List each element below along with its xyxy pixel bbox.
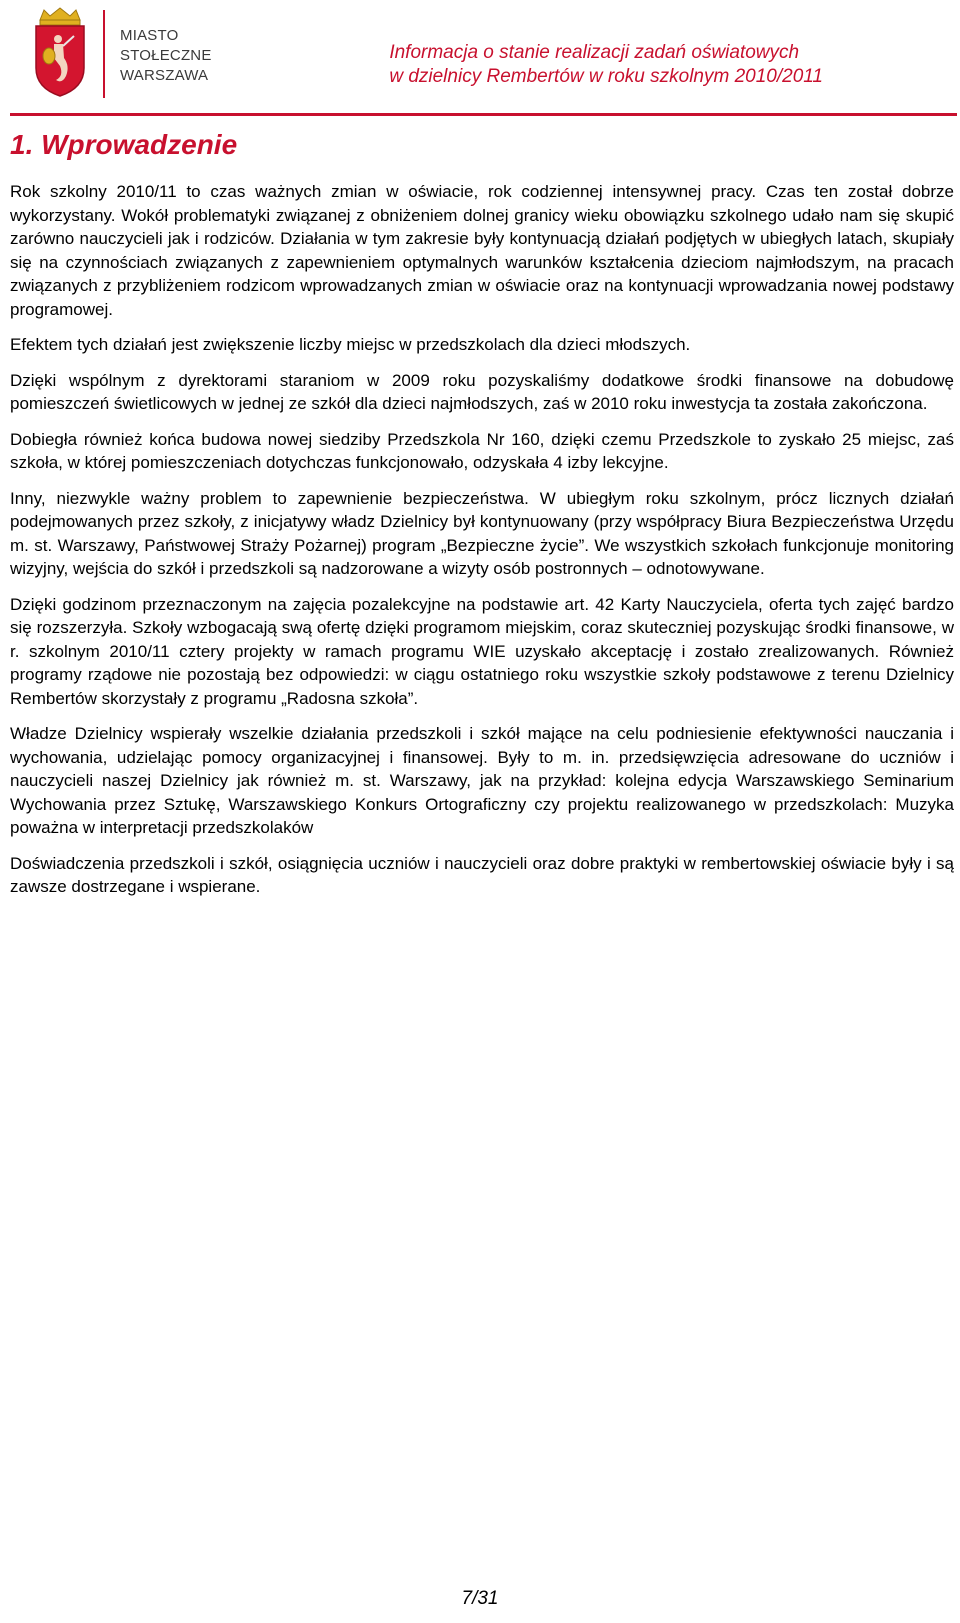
header-rule	[10, 113, 957, 116]
paragraph: Inny, niezwykle ważny problem to zapewnienie bezpieczeństwa. W ubiegłym roku szkolnym, prócz licznych działań podejmowanych przez szkoły, z inicjatywy władz Dzielnicy był kontynuowany (przy współpracy Biura Bezpieczeństwa Urzędu m. st. Warszawy, Państwowej Straży Pożarnej) program „Bezpieczne życie”. We wszystkich szkołach funkcjonuje monitoring wizyjny, wejścia do szkół i przedszkoli są nadzorowane a wizyty osób postronnych – odnotowywane.	[10, 488, 954, 578]
paragraph: Rok szkolny 2010/11 to czas ważnych zmian w oświacie, rok codziennej intensywnej pracy. Czas ten został dobrze wykorzystany. Wokół problematyki związanej z obniżeniem dolnej granicy wieku obowiązku szkolnego udało nam się skupić zarówno nauczycieli jak i rodziców. Działania w tym zakresie były kontynuacją działań podjętych w ubiegłych latach, skupiały się na czynnościach związanych z zapewnieniem optymalnych warunków kształcenia dzieciom najmłodszym, na pracach związanych z przybliżeniem rodzicom wprowadzanych zmian w oświacie oraz na kontynuacji wprowadzania nowej podstawy programowej.	[10, 182, 954, 319]
wordmark-line-2: STOŁECZNE	[120, 47, 212, 64]
document-title-line-1: Informacja o stanie realizacji zadań oświatowych	[389, 42, 800, 63]
section-heading: 1. Wprowadzenie	[10, 129, 238, 160]
logo-divider	[103, 10, 105, 98]
page-header	[0, 0, 960, 120]
wordmark-line-1: MIASTO	[120, 27, 179, 44]
wordmark-line-3: WARSZAWA	[120, 67, 209, 84]
paragraph: Doświadczenia przedszkoli i szkół, osiągnięcia uczniów i nauczycieli oraz dobre praktyki w rembertowskiej oświacie były i są zawsze dostrzegane i wspierane.	[10, 853, 954, 896]
document-title-line-2: w dzielnicy Rembertów w roku szkolnym 2010/2011	[389, 66, 823, 87]
paragraph: Efektem tych działań jest zwiększenie liczby miejsc w przedszkolach dla dzieci młodszych.	[10, 335, 691, 354]
page-content	[10, 128, 954, 911]
city-wordmark	[120, 26, 230, 86]
paragraph: Władze Dzielnicy wspierały wszelkie działania przedszkoli i szkół mające na celu podniesienie efektywności nauczania i wychowania, udzielając pomocy organizacyjnej i finansowej. Były to m. in. przedsięwzięcia adresowane do uczniów i nauczycieli naszej Dzielnicy jak również m. st. Warszawy, jak na przykład: kolejna edycja Warszawskiego Seminarium Wychowania przez Sztukę, Warszawskiego Konkurs Ortograficzny czy projektu realizowanego w przedszkolach: Muzyka poważna w interpretacji przedszkolaków	[10, 724, 954, 837]
page-number: 7/31	[461, 1588, 499, 1609]
paragraph: Dzięki wspólnym z dyrektorami staraniom w 2009 roku pozyskaliśmy dodatkowe środki finansowe na dobudowę pomieszczeń świetlicowych w jednej ze szkół dla dzieci najmłodszych, zaś w 2010 roku inwestycja ta została zakończona.	[10, 370, 954, 413]
paragraph: Dobiegła również końca budowa nowej siedziby Przedszkola Nr 160, dzięki czemu Przedszkole to zyskało 25 miejsc, zaś szkoła, w której pomieszczeniach dotychczas funkcjonowało, odzyskała 4 izby lekcyjne.	[10, 429, 954, 472]
warsaw-coat-of-arms-icon	[30, 6, 90, 98]
paragraph: Dzięki godzinom przeznaczonym na zajęcia pozalekcyjne na podstawie art. 42 Karty Nauczyciela, oferta tych zajęć bardzo się rozszerzyła. Szkoły wzbogacają swą ofertę dzięki programom miejskim, coraz skuteczniej pozyskując środki finansowe, w r. szkolnym 2010/11 cztery projekty w ramach programu WIE uzyskało akceptację i zostało zrealizowanych. Również programy rządowe nie pozostają bez odpowiedzi: w ciągu ostatniego roku wszystkie szkoły podstawowe z terenu Dzielnicy Rembertów skorzystały z programu „Radosna szkoła”.	[10, 594, 954, 708]
document-title	[389, 41, 823, 89]
